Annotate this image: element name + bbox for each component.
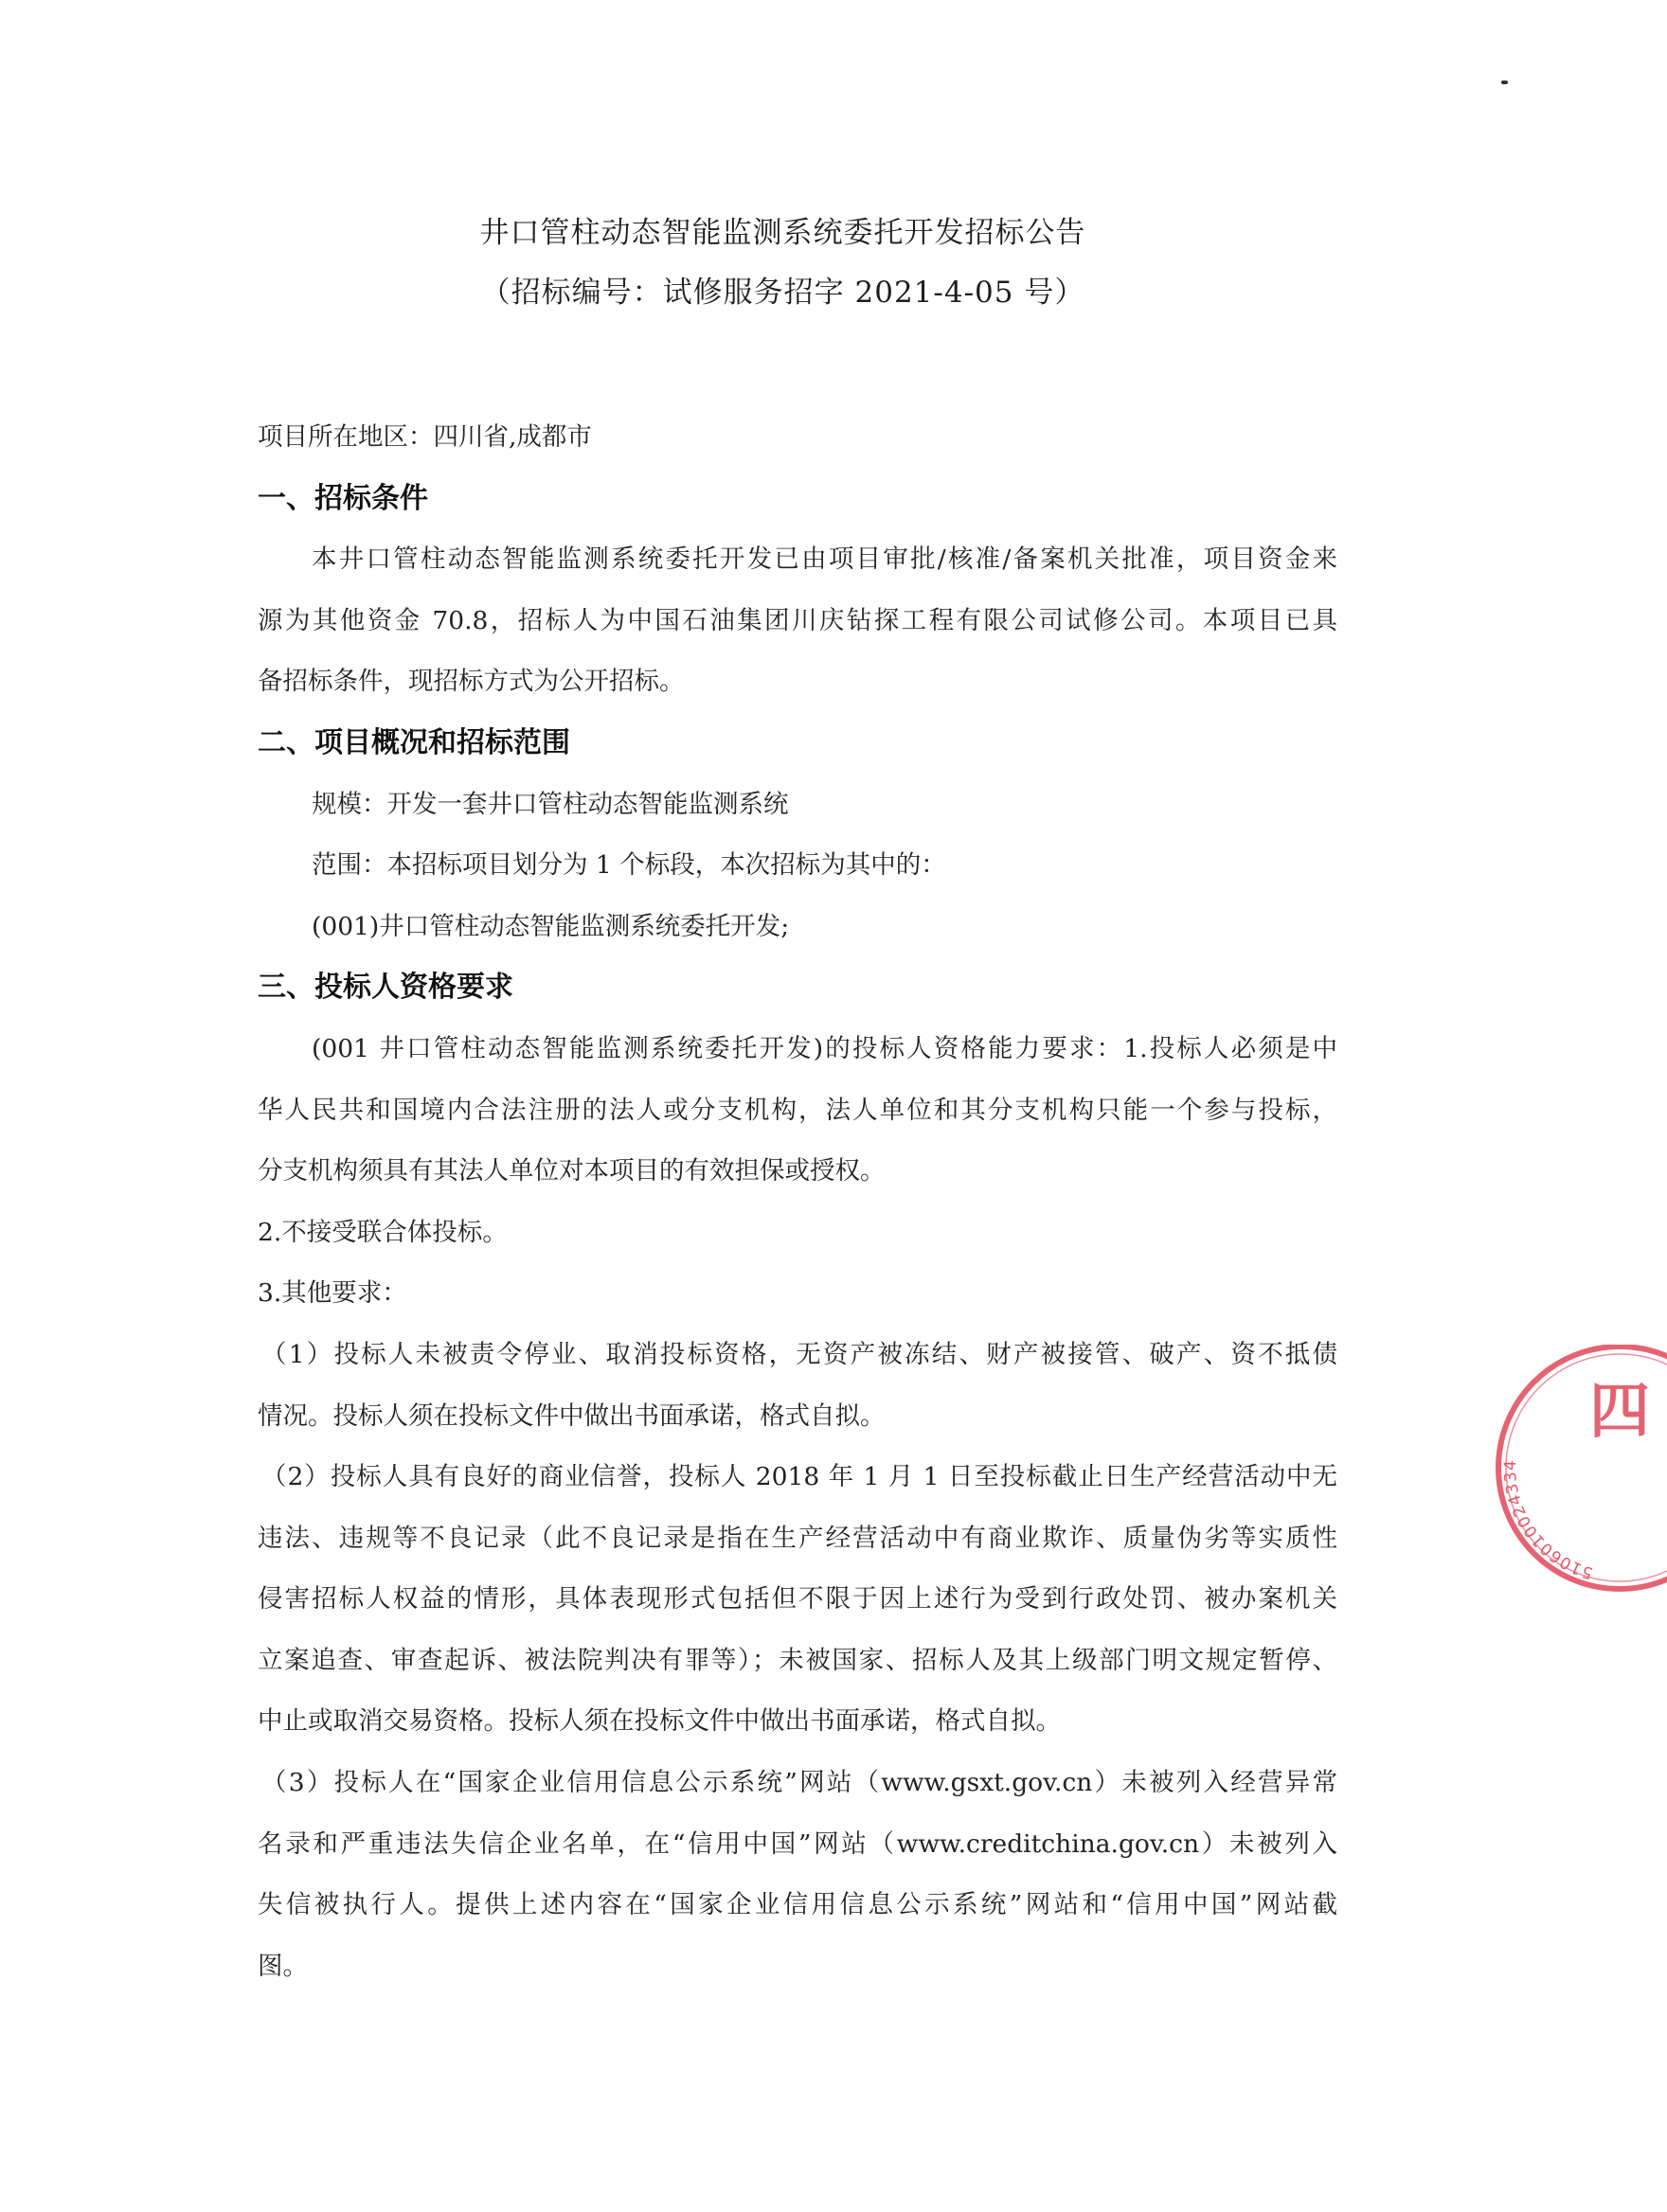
section-heading-tender-conditions: 一、招标条件 [258, 481, 428, 515]
paragraph-line: 侵害招标人权益的情形，具体表现形式包括但不限于因上述行为受到行政处罚、被办案机关 [258, 1584, 1337, 1614]
paragraph-line: 3.其他要求： [258, 1278, 407, 1309]
scan-speck [1501, 80, 1508, 84]
paragraph-line: (001)井口管柱动态智能监测系统委托开发; [312, 911, 790, 941]
paragraph-line: 立案追查、审查起诉、被法院判决有罪等）；未被国家、招标人及其上级部门明文规定暂停、 [258, 1645, 1337, 1675]
paragraph-line: 中止或取消交易资格。投标人须在投标文件中做出书面承诺，格式自拟。 [258, 1706, 1061, 1737]
project-location: 项目所在地区：四川省,成都市 [258, 422, 592, 452]
tender-number: （招标编号：试修服务招字 2021-4-05 号） [480, 276, 1085, 310]
paragraph-line: 源为其他资金 70.8，招标人为中国石油集团川庆钻探工程有限公司试修公司。本项目已具 [258, 605, 1337, 635]
paragraph-line: 违法、违规等不良记录（此不良记录是指在生产经营活动中有商业欺诈、质量伪劣等实质性 [258, 1523, 1337, 1553]
paragraph-line: 2.不接受联合体投标。 [258, 1217, 508, 1247]
paragraph-line: (001 井口管柱动态智能监测系统委托开发)的投标人资格能力要求：1.投标人必须是中 [312, 1033, 1337, 1063]
seal-number: 5106010024334 [1500, 1458, 1596, 1583]
paragraph-line: 情况。投标人须在投标文件中做出书面承诺，格式自拟。 [258, 1400, 886, 1431]
paragraph-line: 备招标条件，现招标方式为公开招标。 [258, 667, 685, 697]
document-body [258, 407, 1337, 1997]
paragraph-line: 华人民共和国境内合法注册的法人或分支机构，法人单位和其分支机构只能一个参与投标， [258, 1095, 1337, 1125]
paragraph-line: 名录和严重违法失信企业名单，在“信用中国”网站（www.creditchina.gov.cn）未被列入 [258, 1828, 1337, 1859]
paragraph-line: （3）投标人在“国家企业信用信息公示系统”网站（www.gsxt.gov.cn）未被列入经营异常 [261, 1768, 1337, 1798]
paragraph-line: （2）投标人具有良好的商业信誉，投标人 2018 年 1 月 1 日至投标截止日生产经营活动中无 [261, 1462, 1337, 1492]
section-heading-project-overview: 二、项目概况和招标范围 [258, 725, 570, 759]
paragraph-line: 失信被执行人。提供上述内容在“国家企业信用信息公示系统”网站和“信用中国”网站截 [258, 1890, 1337, 1920]
seal-character: 四 [1589, 1377, 1650, 1447]
paragraph-line: 范围：本招标项目划分为 1 个标段，本次招标为其中的： [312, 850, 946, 881]
paragraph-line: 分支机构须具有其法人单位对本项目的有效担保或授权。 [258, 1156, 886, 1186]
paragraph-line: （1）投标人未被责令停业、取消投标资格，无资产被冻结、财产被接管、破产、资不抵债 [261, 1339, 1337, 1369]
paragraph-line: 本井口管柱动态智能监测系统委托开发已由项目审批/核准/备案机关批准，项目资金来 [312, 544, 1337, 575]
company-seal [1478, 1345, 1667, 1610]
paragraph-line: 规模：开发一套井口管柱动态智能监测系统 [312, 789, 789, 819]
paragraph-line: 图。 [258, 1951, 308, 1981]
document-title: 井口管柱动态智能监测系统委托开发招标公告 [479, 216, 1086, 250]
section-heading-bidder-qualifications: 三、投标人资格要求 [258, 971, 513, 1005]
